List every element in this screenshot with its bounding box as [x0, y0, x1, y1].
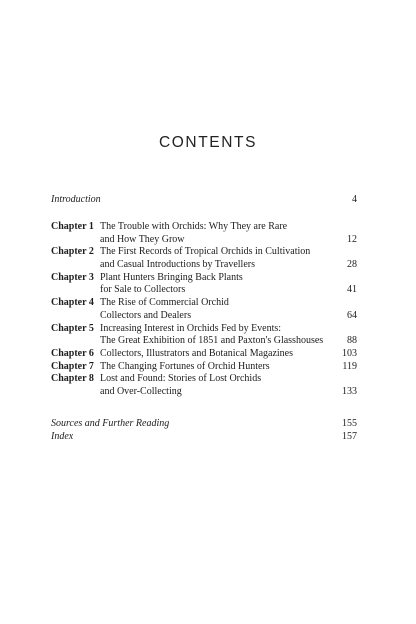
chapter-label: Chapter 8 [51, 373, 94, 385]
chapter-title-line-2: and How They Grow [100, 233, 185, 245]
toc-page-number: 64 [347, 309, 357, 321]
chapter-title-line-1: The Trouble with Orchids: Why They are Rare [100, 221, 288, 232]
toc-row-chapter-6 [51, 348, 357, 361]
chapter-title-line-1: Plant Hunters Bringing Back Plants [100, 271, 243, 283]
chapter-title-line-1: Collectors, Illustrators and Botanical Magazines [100, 348, 294, 359]
chapter-title-line-2: for Sale to Collectors [100, 284, 186, 296]
toc-page-number: 157 [342, 430, 357, 442]
chapter-title-line-2: Collectors and Dealers [100, 309, 192, 321]
chapter-title-line-1: The First Records of Tropical Orchids in Cultivation [100, 246, 311, 258]
page-title: CONTENTS [158, 134, 258, 151]
chapter-label: Chapter 5 [51, 322, 94, 334]
toc-page-number: 4 [352, 194, 357, 205]
toc-page-number: 155 [342, 418, 357, 429]
chapter-title-line-1: The Rise of Commercial Orchid [100, 297, 229, 309]
toc-row-chapter-3 [51, 272, 357, 297]
toc-row-chapter-7 [51, 361, 357, 374]
toc-row-introduction [51, 194, 357, 207]
toc-page-number: 41 [347, 284, 357, 296]
chapter-label: Chapter 1 [51, 221, 94, 232]
toc-introduction [51, 194, 357, 207]
chapter-label: Chapter 4 [51, 297, 94, 309]
toc-row-chapter-5 [51, 323, 357, 348]
toc-row-chapter-8 [51, 373, 357, 398]
toc-row-back-matter-2 [51, 431, 357, 444]
back-matter-title: Index [51, 430, 74, 442]
chapter-title-line-1: The Changing Fortunes of Orchid Hunters [100, 360, 270, 372]
toc-row-back-matter-1 [51, 418, 357, 431]
toc-page-number: 103 [342, 348, 357, 359]
chapter-label: Chapter 6 [51, 348, 94, 359]
toc-page-number: 119 [342, 360, 357, 372]
toc-page-number: 133 [342, 386, 357, 398]
back-matter-title: Sources and Further Reading [51, 418, 170, 429]
toc-page-number: 12 [347, 233, 357, 245]
chapter-title-line-2: and Casual Introductions by Travellers [100, 259, 255, 271]
chapter-label: Chapter 7 [51, 360, 94, 372]
chapter-title-line-1: Lost and Found: Stories of Lost Orchids [100, 373, 262, 385]
chapter-title-line-1: Increasing Interest in Orchids Fed by Events: [100, 322, 282, 334]
toc-entry-title: Introduction [51, 194, 101, 205]
toc-row-chapter-1 [51, 221, 357, 246]
chapter-title-line-2: The Great Exhibition of 1851 and Paxton's Glasshouses [100, 335, 324, 347]
chapter-label: Chapter 2 [51, 246, 94, 258]
chapter-title-line-2: and Over-Collecting [100, 386, 182, 398]
chapter-label: Chapter 3 [51, 271, 94, 283]
toc-page-number: 28 [347, 259, 357, 271]
toc-page-number: 88 [347, 335, 357, 347]
toc-row-chapter-4 [51, 297, 357, 322]
toc-row-chapter-2 [51, 246, 357, 271]
